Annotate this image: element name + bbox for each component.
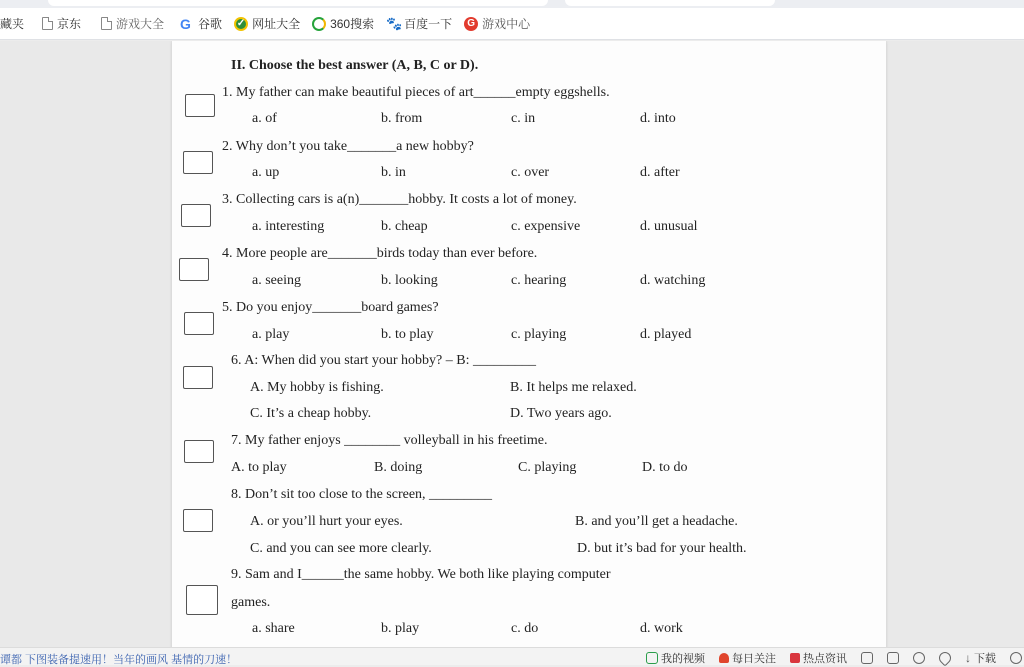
shield-icon[interactable] bbox=[861, 652, 873, 664]
answer-box-q5[interactable] bbox=[184, 312, 214, 335]
q4-option-a: a. seeing bbox=[252, 273, 301, 288]
q8-option-b: B. and you’ll get a headache. bbox=[575, 514, 738, 529]
bookmark-360[interactable] bbox=[306, 12, 380, 36]
bookmark-hao123[interactable] bbox=[228, 12, 306, 36]
q8-option-a: A. or you’ll hurt your eyes. bbox=[250, 514, 403, 529]
question-9-stem-continued: games. bbox=[231, 595, 271, 610]
page-icon bbox=[42, 17, 53, 30]
settings-icon[interactable] bbox=[1010, 652, 1022, 664]
q8-option-d: D. but it’s bad for your health. bbox=[577, 541, 747, 556]
news-ticker-link[interactable]: 谭都 下图装备提速用！当年的画风 基情的刀速！ bbox=[0, 654, 238, 666]
browser-tab[interactable] bbox=[565, 0, 775, 6]
flame-icon bbox=[719, 653, 729, 663]
page-icon bbox=[101, 17, 112, 30]
status-bar bbox=[0, 647, 1024, 665]
bookmark-label: 京东 bbox=[57, 17, 82, 31]
q6-option-b: B. It helps me relaxed. bbox=[510, 380, 637, 395]
document-viewport[interactable] bbox=[0, 41, 1024, 647]
news-icon bbox=[790, 653, 800, 663]
question-6-stem: 6. A: When did you start your hobby? – B: _________ bbox=[231, 353, 536, 368]
q6-option-d: D. Two years ago. bbox=[510, 406, 612, 421]
q3-option-c: c. expensive bbox=[511, 219, 581, 234]
baidu-paw-icon: 🐾 bbox=[386, 15, 403, 31]
daily-follow-button[interactable] bbox=[719, 650, 776, 666]
q4-option-c: c. hearing bbox=[511, 273, 567, 288]
q9-option-b: b. play bbox=[381, 621, 420, 636]
q1-option-d: d. into bbox=[640, 111, 676, 126]
download-button[interactable] bbox=[965, 650, 996, 666]
q2-option-b: b. in bbox=[381, 165, 406, 180]
bookmark-label: 谷歌 bbox=[198, 17, 223, 31]
hot-news-button[interactable] bbox=[790, 650, 847, 666]
q7-option-c: C. playing bbox=[518, 460, 577, 475]
answer-box-q6[interactable] bbox=[183, 366, 213, 389]
answer-box-q8[interactable] bbox=[183, 509, 213, 532]
status-actions bbox=[646, 650, 1024, 666]
game-center-icon: G bbox=[464, 17, 478, 31]
bookmark-game-center[interactable] bbox=[458, 12, 536, 36]
bookmark-baidu[interactable] bbox=[380, 12, 458, 36]
hot-news-label: 热点资讯 bbox=[803, 653, 847, 665]
bookmark-label: 网址大全 bbox=[252, 17, 301, 31]
question-7-stem: 7. My father enjoys ________ volleyball in his freetime. bbox=[231, 433, 548, 448]
answer-box-q9[interactable] bbox=[186, 585, 218, 615]
answer-box-q1[interactable] bbox=[185, 94, 215, 117]
q8-option-c: C. and you can see more clearly. bbox=[250, 541, 432, 556]
q3-option-d: d. unusual bbox=[640, 219, 698, 234]
q9-option-d: d. work bbox=[640, 621, 683, 636]
q9-option-a: a. share bbox=[252, 621, 295, 636]
q1-option-a: a. of bbox=[252, 111, 277, 126]
download-label: 下载 bbox=[974, 653, 996, 665]
q5-option-d: d. played bbox=[640, 327, 692, 342]
answer-box-q2[interactable] bbox=[183, 151, 213, 174]
q4-option-b: b. looking bbox=[381, 273, 438, 288]
my-videos-button[interactable] bbox=[646, 650, 705, 666]
q5-option-b: b. to play bbox=[381, 327, 434, 342]
bookmark-google[interactable] bbox=[174, 12, 228, 36]
q7-option-d: D. to do bbox=[642, 460, 688, 475]
question-4-stem: 4. More people are_______birds today than ever before. bbox=[222, 246, 538, 261]
q1-option-c: c. in bbox=[511, 111, 536, 126]
bookmark-label: 百度一下 bbox=[404, 17, 453, 31]
q6-option-a: A. My hobby is fishing. bbox=[250, 380, 384, 395]
bookmark-games[interactable] bbox=[95, 12, 170, 36]
google-icon: G bbox=[180, 15, 191, 32]
q4-option-d: d. watching bbox=[640, 273, 706, 288]
question-2-stem: 2. Why don’t you take_______a new hobby? bbox=[222, 139, 474, 154]
answer-box-q7[interactable] bbox=[184, 440, 214, 463]
answer-box-q3[interactable] bbox=[181, 204, 211, 227]
q6-option-c: C. It’s a cheap hobby. bbox=[250, 406, 372, 421]
360-icon bbox=[312, 17, 326, 31]
bookmark-label: 藏夹 bbox=[0, 17, 25, 31]
browser-tab[interactable] bbox=[48, 0, 548, 6]
question-3-stem: 3. Collecting cars is a(n)_______hobby. It costs a lot of money. bbox=[222, 192, 577, 207]
answer-box-q4[interactable] bbox=[179, 258, 209, 281]
q1-option-b: b. from bbox=[381, 111, 423, 126]
question-5-stem: 5. Do you enjoy_______board games? bbox=[222, 300, 439, 315]
q7-option-a: A. to play bbox=[231, 460, 287, 475]
tab-strip bbox=[0, 0, 1024, 8]
bookmark-jd[interactable] bbox=[36, 12, 87, 36]
play-icon bbox=[646, 652, 658, 664]
q2-option-d: d. after bbox=[640, 165, 680, 180]
q2-option-a: a. up bbox=[252, 165, 280, 180]
q3-option-a: a. interesting bbox=[252, 219, 325, 234]
q5-option-c: c. playing bbox=[511, 327, 567, 342]
question-1-stem: 1. My father can make beautiful pieces of art______empty eggshells. bbox=[222, 85, 610, 100]
bookmark-label: 游戏中心 bbox=[482, 17, 531, 31]
bookmark-label: 游戏大全 bbox=[116, 17, 165, 31]
question-9-stem: 9. Sam and I______the same hobby. We both like playing computer bbox=[231, 567, 611, 582]
daily-follow-label: 每日关注 bbox=[732, 653, 776, 665]
cloud-icon[interactable] bbox=[913, 652, 925, 664]
q9-option-c: c. do bbox=[511, 621, 539, 636]
my-videos-label: 我的视频 bbox=[661, 653, 705, 665]
bookmark-favorites[interactable] bbox=[0, 12, 30, 36]
q5-option-a: a. play bbox=[252, 327, 290, 342]
q7-option-b: B. doing bbox=[374, 460, 423, 475]
bookmarks-bar bbox=[0, 8, 1024, 40]
hao123-icon: ✓ bbox=[234, 17, 248, 31]
question-8-stem: 8. Don’t sit too close to the screen, _________ bbox=[231, 487, 493, 502]
q2-option-c: c. over bbox=[511, 165, 550, 180]
image-icon[interactable] bbox=[887, 652, 899, 664]
rocket-icon[interactable] bbox=[937, 650, 954, 667]
download-arrow-icon: ↓ bbox=[965, 651, 971, 665]
bookmark-label: 360搜索 bbox=[330, 17, 375, 31]
section-title: II. Choose the best answer (A, B, C or D). bbox=[231, 58, 479, 73]
q3-option-b: b. cheap bbox=[381, 219, 428, 234]
worksheet-page bbox=[172, 41, 886, 647]
